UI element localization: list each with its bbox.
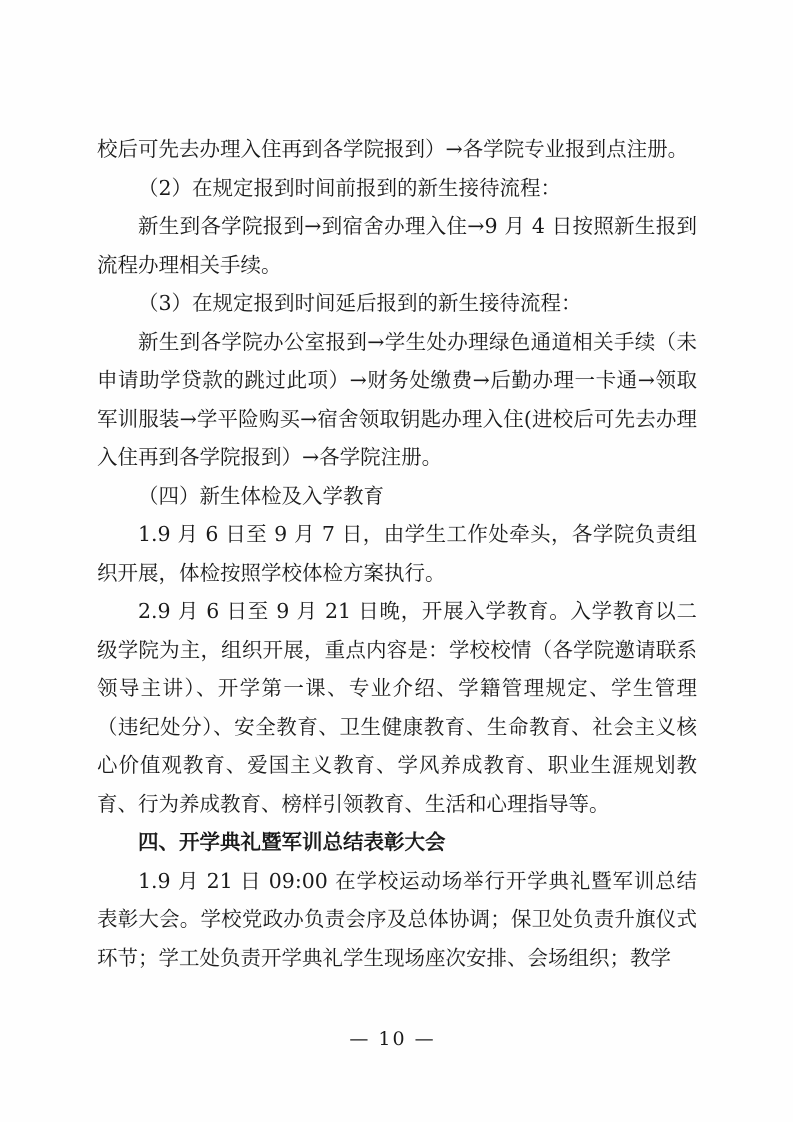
paragraph: 新生到各学院办公室报到→学生处办理绿色通道相关手续（未申请助学贷款的跳过此项）→财务处缴费→后勤办理一卡通→领取军训服装→学平险购买→宿舍领取钥匙办理入住(进校后可先去办理入住再到各学院报到）→各学院注册。 <box>97 329 697 469</box>
document-body <box>97 130 697 977</box>
page-footer <box>0 1028 793 1050</box>
paragraph: 1.9 月 21 日 09:00 在学校运动场举行开学典礼暨军训总结表彰大会。学校党政办负责会序及总体协调；保卫处负责升旗仪式环节；学工处负责开学典礼学生现场座次安排、会场组织；教学 <box>97 868 697 970</box>
paragraph: 校后可先去办理入住再到各学院报到）→各学院专业报到点注册。 <box>97 137 689 161</box>
page-number: — 10 — <box>349 1028 436 1050</box>
paragraph: 2.9 月 6 日至 9 月 21 日晚，开展入学教育。入学教育以二级学院为主，组织开展，重点内容是：学校校情（各学院邀请联系领导主讲）、开学第一课、专业介绍、学籍管理规定、学生管理（违纪处分）、安全教育、卫生健康教育、生命教育、社会主义核心价值观教育、爱国主义教育、学风养成教育、职业生涯规划教育、行为养成教育、榜样引领教育、生活和心理指导等。 <box>97 599 697 816</box>
paragraph: 1.9 月 6 日至 9 月 7 日，由学生工作处牵头，各学院负责组织开展，体检按照学校体检方案执行。 <box>97 522 697 585</box>
paragraph: （四）新生体检及入学教育 <box>138 483 384 508</box>
section-heading: 四、开学典礼暨军训总结表彰大会 <box>138 830 446 854</box>
paragraph: （3）在规定报到时间延后报到的新生接待流程： <box>138 291 582 315</box>
paragraph: （2）在规定报到时间前报到的新生接待流程： <box>138 175 562 200</box>
paragraph: 新生到各学院报到→到宿舍办理入住→9 月 4 日按照新生报到流程办理相关手续。 <box>97 214 697 277</box>
